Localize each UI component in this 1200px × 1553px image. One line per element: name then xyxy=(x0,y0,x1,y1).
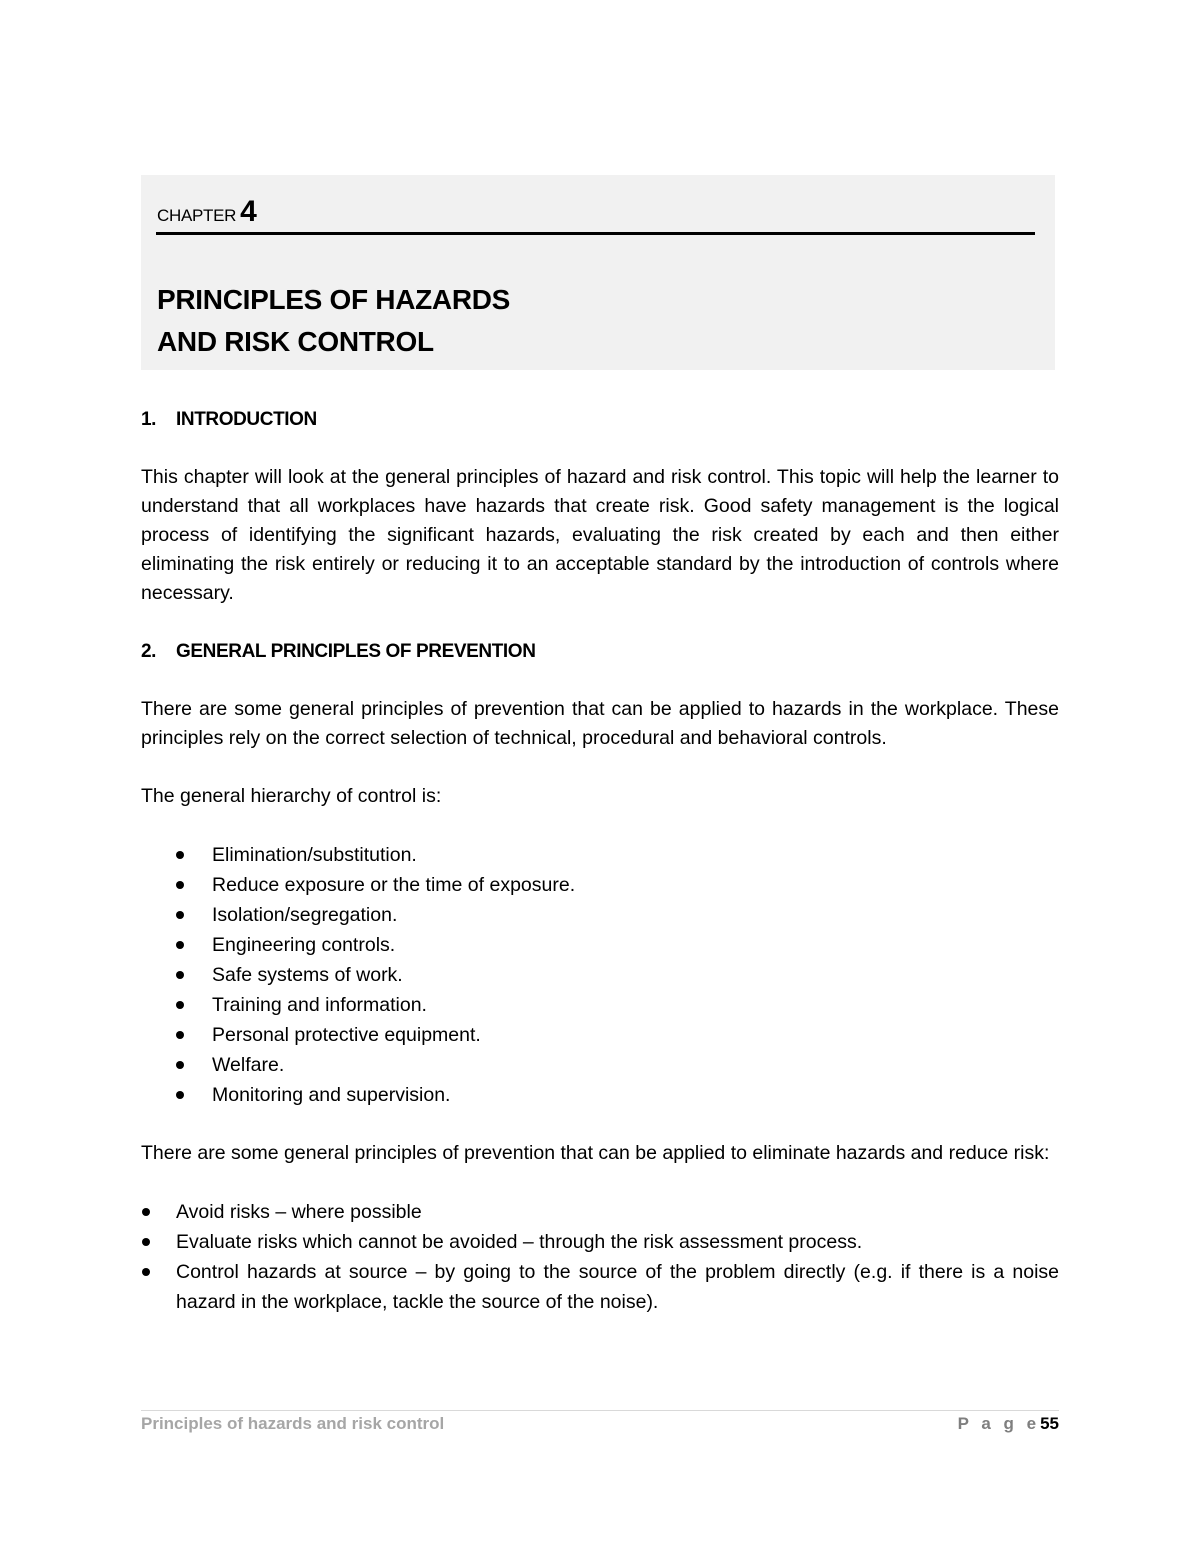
bullet-icon xyxy=(176,1061,184,1069)
chapter-title xyxy=(157,279,510,363)
list-item xyxy=(141,1257,1059,1317)
list-item-text: Elimination/substitution. xyxy=(212,844,417,866)
section-title: INTRODUCTION xyxy=(176,409,317,430)
prevention-paragraph: There are some general principles of prevention that can be applied to hazards in the workplace. These principles rely on the correct selection of technical, procedural and behavioral controls. xyxy=(141,698,1059,749)
chapter-label xyxy=(157,195,257,229)
list-item xyxy=(141,1197,1059,1227)
bullet-icon xyxy=(142,1208,150,1216)
list-item xyxy=(141,900,1059,930)
section-number: 2. xyxy=(141,641,157,662)
section-title: GENERAL PRINCIPLES OF PREVENTION xyxy=(176,641,536,662)
page-number xyxy=(958,1414,1059,1434)
chapter-label-text: CHAPTER xyxy=(157,206,237,225)
list-item-text: Avoid risks – where possible xyxy=(176,1201,422,1223)
bullet-icon xyxy=(142,1238,150,1246)
principles-intro: There are some general principles of prevention that can be applied to eliminate hazards and reduce risk: xyxy=(141,1142,1050,1164)
list-item-text: Engineering controls. xyxy=(212,934,396,956)
list-item-text: Isolation/segregation. xyxy=(212,904,398,926)
list-item xyxy=(141,960,1059,990)
introduction-paragraph: This chapter will look at the general principles of hazard and risk control. This topic will help the learner to understand that all workplaces have hazards that create risk. Good safety management is the logical process of identifying the significant hazards, evaluating the risk created by each and then either eliminating the risk entirely or reducing it to an acceptable standard by the introduction of controls where necessary. xyxy=(141,466,1059,604)
footer-title: Principles of hazards and risk control xyxy=(141,1414,445,1433)
section-number: 1. xyxy=(141,409,157,430)
bullet-icon xyxy=(176,1091,184,1099)
page-number-value: 55 xyxy=(1040,1414,1059,1433)
section-heading-prevention xyxy=(141,637,1059,666)
list-item xyxy=(141,840,1059,870)
page-label: P a g e xyxy=(957,1414,1041,1433)
hierarchy-list xyxy=(141,840,1059,1110)
hierarchy-intro: The general hierarchy of control is: xyxy=(141,785,442,807)
list-item xyxy=(141,1020,1059,1050)
list-item xyxy=(141,1227,1059,1257)
bullet-icon xyxy=(176,881,184,889)
list-item-text: Monitoring and supervision. xyxy=(212,1084,451,1106)
list-item-text: Reduce exposure or the time of exposure. xyxy=(212,874,576,896)
chapter-number: 4 xyxy=(240,195,257,228)
chapter-title-line-1: PRINCIPLES OF HAZARDS xyxy=(157,284,511,315)
list-item-text: Welfare. xyxy=(212,1054,285,1076)
bullet-icon xyxy=(142,1268,150,1276)
page-content xyxy=(141,405,1059,1346)
list-item xyxy=(141,930,1059,960)
list-item xyxy=(141,990,1059,1020)
chapter-divider xyxy=(156,232,1035,235)
list-item-text: Control hazards at source – by going to the source of the problem directly (e.g. if there is a noise hazard in the workplace, tackle the source of the noise). xyxy=(176,1261,1059,1313)
list-item-text: Training and information. xyxy=(212,994,427,1016)
bullet-icon xyxy=(176,851,184,859)
list-item xyxy=(141,1080,1059,1110)
bullet-icon xyxy=(176,1001,184,1009)
chapter-header xyxy=(141,175,1055,370)
list-item-text: Personal protective equipment. xyxy=(212,1024,481,1046)
section-heading-introduction xyxy=(141,405,1059,434)
list-item xyxy=(141,1050,1059,1080)
list-item-text: Safe systems of work. xyxy=(212,964,403,986)
bullet-icon xyxy=(176,971,184,979)
bullet-icon xyxy=(176,1031,184,1039)
principles-list xyxy=(141,1197,1059,1317)
list-item xyxy=(141,870,1059,900)
list-item-text: Evaluate risks which cannot be avoided – through the risk assessment process. xyxy=(176,1231,863,1253)
footer-divider xyxy=(141,1410,1059,1411)
bullet-icon xyxy=(176,911,184,919)
bullet-icon xyxy=(176,941,184,949)
chapter-title-line-2: AND RISK CONTROL xyxy=(157,326,434,357)
